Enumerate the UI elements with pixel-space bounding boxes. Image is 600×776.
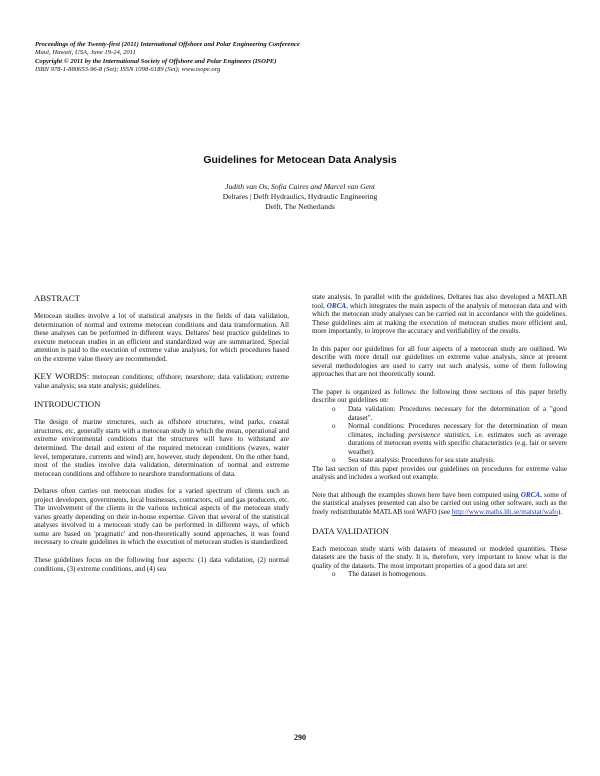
header-copyright: Copyright © 2011 by the International Society of Offshore and Polar Engineers (ISOPE)	[35, 57, 277, 65]
intro-paragraph-3: These guidelines focus on the following four aspects: (1) data validation, (2) normal conditions, (3) extreme conditions, and (4) sea	[34, 556, 289, 573]
list-item-text: Normal conditions: Procedures necessary for the determination of mean climates, including	[348, 422, 567, 439]
list-item-italic: persistence statistics,	[408, 430, 471, 439]
author-names: Judith van Os, Sofia Caires and Marcel van Gent	[225, 182, 375, 191]
right-column	[312, 293, 567, 579]
text-span: state analysis. In parallel with the guidelines, Deltares has also developed a MATLAB tool,	[312, 293, 567, 310]
orca-tool-name: ORCA	[326, 301, 347, 310]
intro-paragraph-1: The design of marine structures, such as offshore structures, wind parks, coastal structures, etc, generally starts with a metocean study in which the mean, operational and extreme environmental conditions that the structures will have to withstand are determined. The detail and extent of the required metocean conditions (waves, water level, temperature, currents and wind) are, however, study dependent. On the other hand, most of the studies involve data validation, determination of normal and extreme metocean conditions and offshore to nearshore transformations of data.	[34, 418, 289, 478]
list-item-text: The dataset is homogenous.	[348, 570, 427, 579]
author-affiliation: Deltares | Delft Hydraulics, Hydraulic Engineering	[222, 192, 378, 202]
header-isbn: ISBN 978-1-880653-96-8 (Set); ISSN 1098-6189 (Set); www.isope.org	[35, 66, 221, 74]
orca-tool-name: ORCA	[520, 490, 541, 499]
introduction-heading: INTRODUCTION	[34, 399, 101, 410]
text-span: , some of the statistical analyses presented can also be carried out using other software, such as the freely redistributable MATLAB tool WAFO (see	[312, 490, 567, 517]
header-location: Maui, Hawaii, USA, June 19-24, 2011	[35, 49, 136, 57]
keywords-text: metocean conditions; offshore; nearshore; data validation; extreme value analysis; sea state analysis; guidelines.	[34, 373, 289, 390]
text-span: ).	[557, 508, 563, 517]
dataset-properties-list	[312, 570, 567, 579]
list-item	[312, 405, 567, 422]
right-paragraph-3-intro: The paper is organized as follows: the following three sections of this paper briefly describe our guidelines on:	[312, 387, 567, 405]
abstract-text: Metocean studies involve a lot of statistical analyses in the fields of data validation, determination of normal and extreme metocean conditions and data transformation. All these analyses can be performed in different ways. Deltares' best practice guidelines to execute metocean studies in an efficient and standardized way are summarized. Special attention is paid to the execution of extreme value analyses, for which procedures based on the extreme value theory are recommended.	[34, 312, 289, 363]
paper-title: Guidelines for Metocean Data Analysis	[203, 154, 397, 166]
header-conference: Proceedings of the Twenty-first (2011) International Offshore and Polar Engineering Conference	[35, 41, 300, 48]
author-block	[0, 182, 600, 213]
list-item-text: Data validation: Procedures necessary for the determination of a "good dataset".	[348, 405, 567, 422]
keywords	[34, 372, 289, 390]
list-item	[312, 422, 567, 456]
list-item-text: Sea state analysis: Procedures for sea state analysis.	[348, 456, 495, 465]
intro-paragraph-2: Deltares often carries out metocean studies for a varied spectrum of clients such as project developers, governments, local businesses, contractors, oil and gas producers, etc. The involvement of the clients in the various technical aspects of the metocean study varies greatly depending on their in-house expertise. Given that several of the statistical analyses involved in a metocean study can be performed in different ways, of which some are based on 'pragmatic' and non-theoretically sound approaches, it was found necessary to create guidelines in which the execution of metocean studies is standardized.	[34, 487, 289, 547]
proceedings-header	[35, 41, 565, 75]
list-item	[312, 456, 567, 465]
left-column	[34, 293, 289, 582]
bullet-marker: o	[332, 422, 336, 431]
guideline-list	[312, 405, 567, 465]
bullet-marker: o	[332, 456, 336, 465]
bullet-marker: o	[332, 570, 336, 579]
right-paragraph-3-end: The last section of this paper provides our guidelines on procedures for extreme value analysis and includes a worked out example.	[312, 464, 567, 482]
data-validation-heading: DATA VALIDATION	[312, 525, 389, 536]
text-span: , which integrates the main aspects of the analysis of metocean data and with which the metocean study analyses can be carried out in accordance with the guidelines. These guidelines aim at making the execution of metocean studies more efficient and, more importantly, to improve the accuracy and verifiability of the results.	[312, 301, 567, 336]
author-location: Delft, The Netherlands	[265, 202, 335, 212]
text-span: Note that although the examples shown here have been computed using	[312, 490, 521, 499]
right-paragraph-1	[312, 293, 567, 336]
list-item-text: i.e. estimates such as average durations of metocean events with specific characteristics (e.g. fair or severe weather).	[348, 430, 567, 456]
page-number: 290	[294, 733, 306, 742]
right-paragraph-4	[312, 491, 567, 517]
right-paragraph-2: In this paper our guidelines for all four aspects of a metocean study are outlined. We describe with more detail our guidelines on extreme value analysis, since at present several methodologies are used to carry out such analysis, some of them following approaches that are not theoretically sound.	[312, 344, 567, 379]
abstract-heading: ABSTRACT	[34, 293, 80, 303]
data-validation-paragraph: Each metocean study starts with datasets of measured or modeled quantities. These datasets are the basis of the study. It is, therefore, very important to know what is the quality of the datasets. The most important properties of a good data set are:	[312, 544, 567, 570]
wafo-link[interactable]: http://www.maths.lth.se/matstat/wafo	[451, 508, 558, 517]
keywords-label: KEY WORDS:	[34, 371, 90, 382]
bullet-marker: o	[332, 405, 336, 414]
list-item	[312, 570, 567, 579]
